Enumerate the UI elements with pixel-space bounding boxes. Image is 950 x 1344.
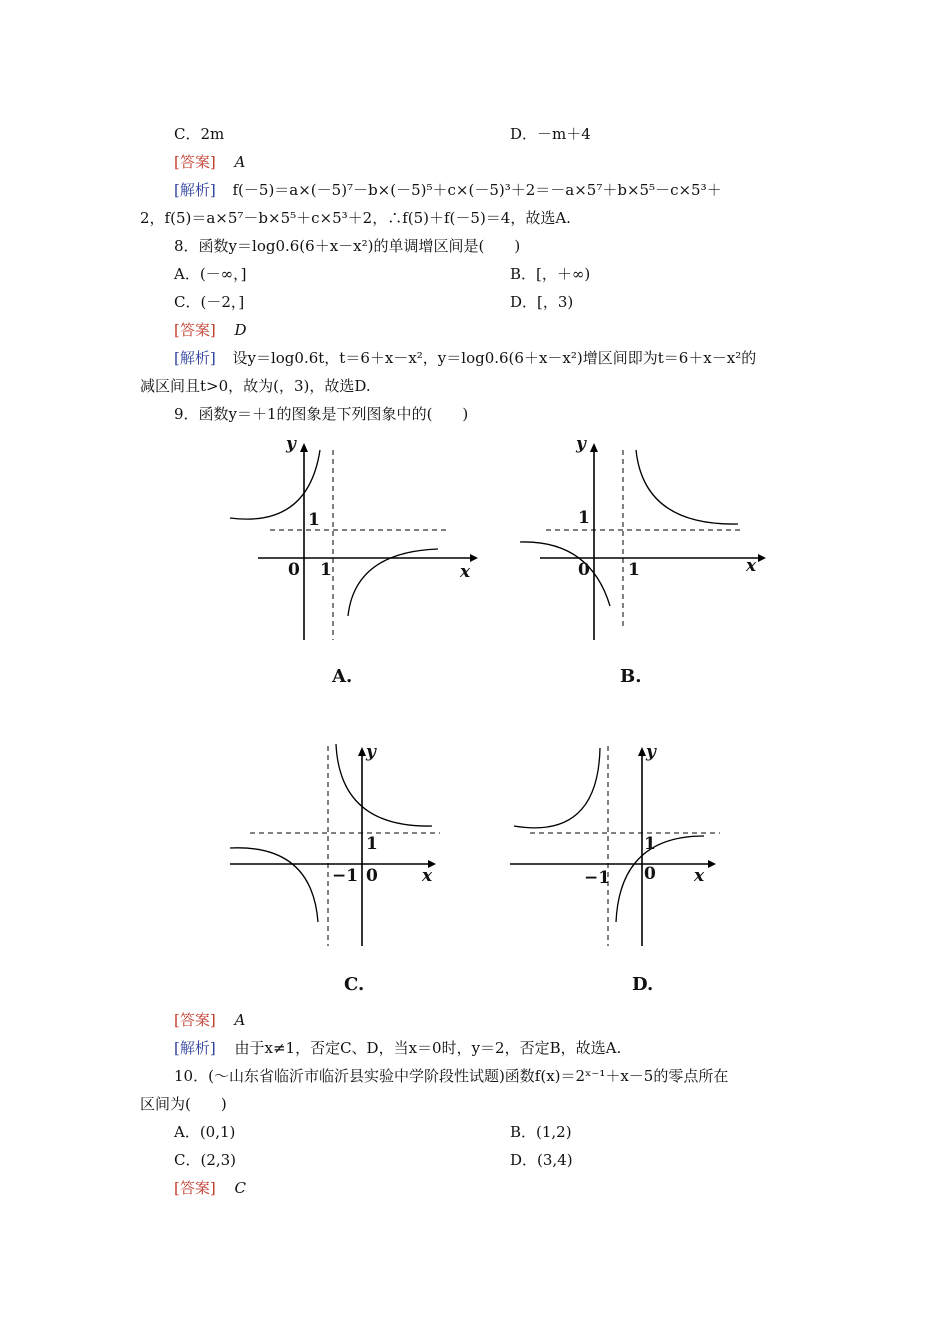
curve-right-branch: [636, 450, 738, 524]
analysis-text: 设y＝log0.6t，t＝6＋x－x²，y＝log0.6(6＋x－x²)增区间即为t＝6＋x－x²的: [232, 349, 757, 367]
graph-caption: D.: [632, 974, 654, 995]
x-axis-label: x: [460, 562, 471, 582]
curve-right-branch: [336, 744, 432, 826]
y-axis-label: y: [286, 434, 296, 454]
q8-analysis-line1: [174, 348, 756, 368]
answer-tag: [答案]: [174, 1179, 216, 1197]
y-tick-label: 1: [366, 834, 378, 854]
curve-left-branch: [230, 450, 320, 519]
x-axis-arrow: [470, 554, 478, 562]
analysis-tag: [解析]: [174, 349, 216, 367]
answer-tag: [答案]: [174, 1011, 216, 1029]
q7-answer: [174, 152, 245, 172]
curve-left-branch: [520, 542, 610, 606]
origin-label: 0: [366, 866, 378, 886]
y-tick-label: 1: [644, 834, 656, 854]
graph-caption: B.: [620, 666, 642, 687]
origin-label: 0: [578, 560, 590, 580]
q8-option-b: B．[，＋∞): [510, 265, 591, 283]
q7-option-c: C．2m: [174, 125, 225, 143]
y-tick-label: 1: [578, 508, 590, 528]
q10-answer: [174, 1178, 246, 1198]
q10-option-d: D．(3,4): [510, 1151, 573, 1169]
answer-value: A: [234, 1011, 246, 1029]
q8-stem: 8．函数y＝log0.6(6＋x－x²)的单调增区间是( ): [174, 237, 521, 255]
y-axis-arrow: [358, 747, 366, 756]
x-tick-label: 1: [628, 560, 640, 580]
analysis-tag: [解析]: [174, 181, 216, 199]
answer-tag: [答案]: [174, 321, 216, 339]
q10-stem-line2: 区间为( ): [140, 1095, 227, 1113]
x-axis-label: x: [746, 556, 757, 576]
q9-answer: [174, 1010, 245, 1030]
graph-d: [500, 736, 760, 995]
q8-answer: [174, 320, 247, 340]
q7-option-d: D．－m＋4: [510, 125, 591, 143]
y-axis-label: y: [366, 742, 376, 762]
origin-label: 0: [288, 560, 300, 580]
y-axis-arrow: [590, 443, 598, 452]
answer-value: C: [234, 1179, 246, 1197]
analysis-text: 由于x≠1，否定C、D，当x＝0时，y＝2，否定B，故选A.: [234, 1039, 622, 1057]
q7-analysis-line2: 2，f(5)＝a×5⁷－b×5⁵＋c×5³＋2，∴f(5)＋f(－5)＝4，故选A.: [140, 209, 571, 227]
q10-stem-line1: 10．(～山东省临沂市临沂县实验中学阶段性试题)函数f(x)＝2ˣ⁻¹＋x－5的零点所在: [174, 1067, 729, 1085]
graph-a: [220, 430, 480, 687]
curve-right-branch: [616, 836, 704, 922]
graph-c: [220, 736, 480, 995]
q8-analysis-line2: 减区间且t>0，故为(，3)，故选D.: [140, 377, 371, 395]
q7-analysis-line1: [174, 180, 722, 200]
q10-option-a: A．(0,1): [174, 1123, 236, 1141]
q8-option-c: C．(－2，]: [174, 293, 245, 311]
y-axis-arrow: [638, 747, 646, 756]
x-axis-arrow: [708, 860, 716, 868]
y-axis-label: y: [646, 742, 656, 762]
y-tick-label: 1: [308, 510, 320, 530]
x-axis-arrow: [758, 554, 766, 562]
q9-analysis: [174, 1038, 621, 1058]
x-tick-label: −1: [332, 866, 359, 886]
answer-tag: [答案]: [174, 153, 216, 171]
graph-caption: C.: [344, 974, 365, 995]
q9-stem: 9．函数y＝＋1的图象是下列图象中的( ): [174, 405, 469, 423]
answer-value: A: [234, 153, 246, 171]
x-axis-label: x: [422, 866, 433, 886]
graph-b: [510, 430, 770, 687]
curve-right-branch: [348, 549, 438, 616]
y-axis-arrow: [300, 443, 308, 452]
curve-left-branch: [514, 748, 600, 828]
q8-option-a: A．(－∞，]: [174, 265, 247, 283]
origin-label: 0: [644, 864, 656, 884]
x-axis-label: x: [694, 866, 705, 886]
analysis-tag: [解析]: [174, 1039, 216, 1057]
q8-option-d: D．[，3): [510, 293, 574, 311]
x-tick-label: 1: [320, 560, 332, 580]
x-tick-label: −1: [584, 868, 611, 888]
curve-left-branch: [230, 848, 318, 922]
graph-caption: A.: [332, 666, 353, 687]
q10-option-c: C．(2,3): [174, 1151, 237, 1169]
y-axis-label: y: [576, 434, 586, 454]
analysis-text: f(－5)＝a×(－5)⁷－b×(－5)⁵＋c×(－5)³＋2＝－a×5⁷＋b×5⁵－c×5³＋: [232, 181, 722, 199]
answer-value: D: [234, 321, 247, 339]
q10-option-b: B．(1,2): [510, 1123, 572, 1141]
